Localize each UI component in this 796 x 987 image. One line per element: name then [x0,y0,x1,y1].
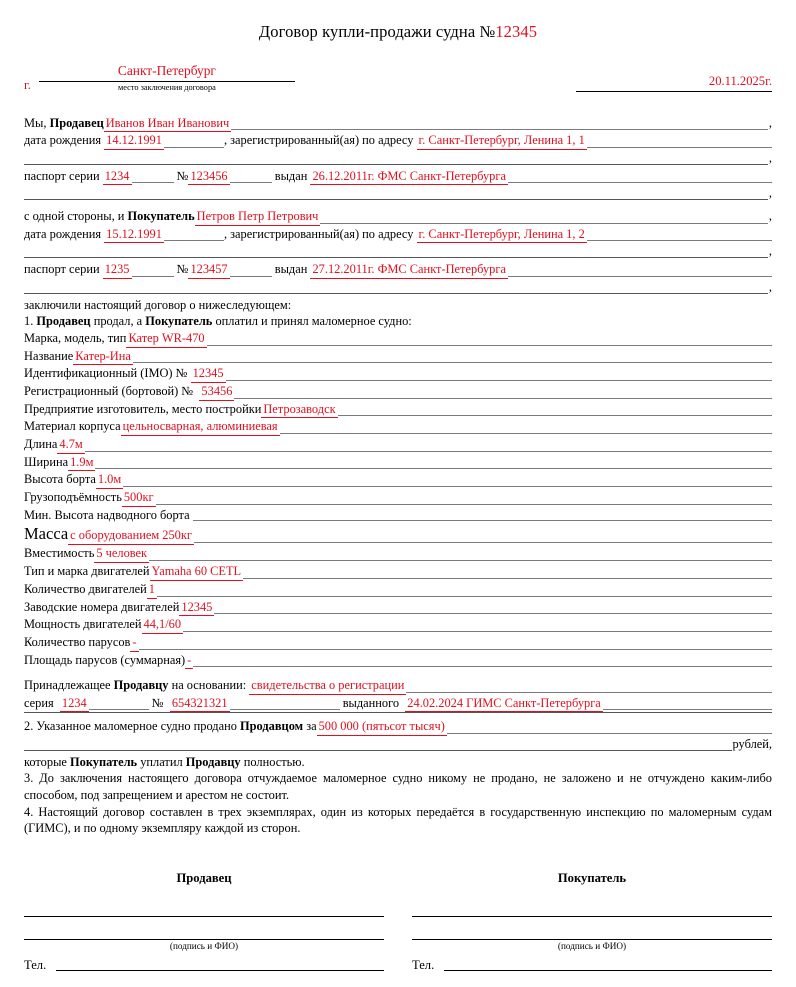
spec-rule-enginecount [157,596,772,597]
spec-label-sailarea: Площадь парусов (суммарная) [24,652,186,667]
spec-label-enginepower: Мощность двигателей [24,617,142,632]
buyer-passport-number-value[interactable]: 123457 [188,261,229,279]
buyer-intro-label: с одной стороны, и [24,209,125,224]
spec-label-manufacturer: Предприятие изготовитель, место постройки [24,401,262,416]
spec-row-width [24,454,772,472]
city-caption: место заключения договора [118,82,216,92]
spec-row-hullmaterial [24,418,772,436]
seller-name-rule [231,129,768,130]
ownership-basis-row [24,677,772,695]
spec-label-name: Название [24,348,74,363]
spec-row-enginepower [24,616,772,634]
seller-address-rule [587,147,772,148]
clause1-buyer-word: Покупатель [145,314,213,329]
buyer-address-value[interactable]: г. Санкт-Петербург, Ленина 1, 2 [417,226,587,244]
seller-birth-value[interactable]: 14.12.1991 [104,132,164,150]
clause1-mid: продал, а [93,314,143,329]
buyer-birth-row [24,226,772,244]
seller-passport-series-rule [132,182,174,183]
spec-rule-regnumber [234,398,772,399]
spec-rule-enginepower [183,631,772,632]
seller-passport-number-rule [230,182,272,183]
spec-label-enginecount: Количество двигателей [24,581,147,596]
seller-address-overflow-rule [24,164,768,165]
spec-row-seats [24,545,772,563]
clause1-line [24,313,772,330]
spec-row-sailarea [24,652,772,670]
city-block [39,63,295,92]
ownership-series-value[interactable]: 1234 [60,695,89,713]
spec-row-enginetype [24,563,772,581]
seller-passport-overflow-row [24,185,772,203]
seller-phone-label: Тел. [24,957,47,972]
spec-value-enginetype[interactable]: Yamaha 60 CETL [150,563,244,581]
clause2-for-label: за [306,719,317,734]
buyer-passport-row [24,261,772,279]
clause2-currency-label: рублей, [732,736,772,751]
spec-value-boardheight[interactable]: 1.0м [96,471,123,489]
spec-rule-capacity-weight [156,504,772,505]
spec-value-seats[interactable]: 5 человек [94,545,149,563]
spec-rule-sailarea [193,666,772,667]
spec-label-capacity-weight: Грузоподъёмность [24,489,122,504]
spec-rule-enginetype [243,578,772,579]
contract-number: 12345 [495,22,538,41]
clause2-paid-prefix: которые [24,754,67,769]
clause3-paragraph: 3. До заключения настоящего договора отчуждаемое маломерное судно никому не продано, не заложено и не отчуждено каким-либо способом, под запрещением и арестом не состоит. [24,771,772,802]
ownership-series-label: серия [24,695,54,710]
seller-passport-overflow-rule [24,199,768,200]
seller-registered-label: , зарегистрированный(ая) по адресу [223,133,414,148]
seller-birth-label: дата рождения [24,133,102,148]
buyer-issued-by-value[interactable]: 27.12.2011г. ФМС Санкт-Петербурга [310,261,508,279]
buyer-signature-line-2[interactable] [412,917,772,940]
spec-rule-engineserial [214,613,772,614]
buyer-address-overflow-row [24,243,772,261]
buyer-name-row [24,208,772,226]
seller-passport-overflow-comma: , [768,186,772,201]
buyer-issued-label: выдан [274,262,308,277]
ownership-series-rule [89,709,149,710]
spec-value-enginepower[interactable]: 44,1/60 [142,616,184,634]
seller-intro-label: Мы, [24,115,47,130]
seller-address-overflow-comma: , [768,150,772,165]
clause2-number: 2. [24,719,34,734]
spec-rule-hullmaterial [280,433,772,434]
spec-value-sailarea[interactable]: - [185,652,193,670]
ownership-basis-rule [406,692,772,693]
seller-role-label: Продавец [49,115,104,130]
spec-row-mass [24,523,772,545]
seller-passport-series-label: паспорт серии [24,168,100,183]
ownership-series-row [24,695,772,713]
seller-issued-rule [508,182,772,183]
spec-rule-seats [149,560,772,561]
spec-row-sailcount [24,634,772,652]
spec-value-capacity-weight[interactable]: 500кг [122,489,156,507]
seller-signature-line-1[interactable] [24,886,384,917]
title-text: Договор купли-продажи судна № [258,22,496,41]
spec-rule-minfreeboard[interactable] [193,520,772,521]
spec-rule-manufacturer [338,415,772,416]
ownership-issued-label: выданного [342,695,400,710]
clause2-text-before: Указанное маломерное судно продано [36,719,237,734]
spec-row-engineserial [24,599,772,617]
buyer-address-rule [587,240,772,241]
buyer-phone-rule[interactable] [444,970,772,971]
buyer-name-value[interactable]: Петров Петр Петрович [195,208,321,226]
buyer-passport-overflow-rule [24,293,768,294]
ownership-basis-value[interactable]: свидетельства о регистрации [249,677,406,695]
seller-name-value[interactable]: Иванов Иван Иванович [104,115,231,133]
spec-label-regnumber: Регистрационный (бортовой) № [24,383,194,398]
seller-issued-label: выдан [274,168,308,183]
clause1-tail: оплатил и принял маломерное судно: [215,314,412,329]
spec-label-mass: Масса [24,524,69,544]
ownership-number-label: № [151,695,164,710]
seller-passport-series-value[interactable]: 1234 [103,168,132,186]
buyer-address-overflow-comma: , [768,244,772,259]
spec-label-brand: Марка, модель, тип [24,330,127,345]
seller-address-overflow-row [24,150,772,168]
buyer-passport-series-label: паспорт серии [24,262,100,277]
spec-label-seats: Вместимость [24,546,95,561]
seller-birth-row [24,132,772,150]
seller-signature-caption: (подпись и ФИО) [169,940,239,951]
contract-date-value[interactable]: 20.11.2025г. [576,74,772,92]
buyer-role-label: Покупатель [127,209,195,224]
ownership-overflow-rule [24,712,772,713]
ownership-prefix-label: Принадлежащее [24,678,111,693]
buyer-passport-number-label: № [176,262,189,277]
clause2-paid-line [24,754,772,771]
spec-value-enginecount[interactable]: 1 [147,581,157,599]
buyer-passport-overflow-row [24,279,772,297]
seller-signature-column [24,871,384,973]
seller-issued-by-value[interactable]: 26.12.2011г. ФМС Санкт-Петербурга [310,168,508,186]
spec-label-imo: Идентификационный (IMO) № [24,366,188,381]
ownership-issued-value[interactable]: 24.02.2024 ГИМС Санкт-Петербурга [405,695,603,713]
spec-value-length[interactable]: 4.7м [57,436,84,454]
seller-name-comma: , [768,115,772,130]
clause2-price-value[interactable]: 500 000 (пятьсот тысяч) [317,718,447,736]
spec-label-enginetype: Тип и марка двигателей [24,564,150,579]
spec-rule-sailcount [139,649,772,650]
buyer-birth-rule [164,240,224,241]
spec-row-capacity-weight [24,489,772,507]
page-title [24,0,772,42]
spec-value-manufacturer[interactable]: Петрозаводск [261,401,337,419]
buyer-passport-number-rule [230,276,272,277]
spec-rule-length [85,451,772,452]
buyer-registered-label: , зарегистрированный(ая) по адресу [223,226,414,241]
spec-rule-imo [226,380,772,381]
seller-signature-title: Продавец [176,870,232,885]
clause2-seller-word-2: Продавцу [185,754,241,769]
clause2-paid-tail: полностью. [243,754,305,769]
clause2-currency-row [24,736,772,754]
spec-row-enginecount [24,581,772,599]
agreement-line: заключили настоящий договор о нижеследующем: [24,297,292,312]
buyer-passport-series-value[interactable]: 1235 [103,261,132,279]
buyer-birth-label: дата рождения [24,226,102,241]
spec-label-engineserial: Заводские номера двигателей [24,599,180,614]
clause2-paid-mid: уплатил [140,754,183,769]
spec-row-minfreeboard [24,507,772,524]
seller-signature-line-2[interactable] [24,917,384,940]
spec-rule-boardheight [123,486,772,487]
ownership-basis-label: на основании: [171,678,247,693]
vessel-spec-list [24,330,772,669]
seller-name-row [24,115,772,133]
spec-value-width[interactable]: 1.9м [68,454,95,472]
clause2-price-rule [447,733,772,734]
buyer-name-rule [320,223,767,224]
signature-block [24,871,772,973]
spec-row-brand [24,330,772,348]
spec-rule-width [95,468,772,469]
buyer-passport-overflow-comma: , [768,279,772,294]
seller-address-value[interactable]: г. Санкт-Петербург, Ленина 1, 1 [417,132,587,150]
spec-row-name [24,348,772,366]
spec-value-imo[interactable]: 12345 [191,365,226,383]
seller-passport-row [24,168,772,186]
spec-value-hullmaterial[interactable]: цельносварная, алюминиевая [121,418,280,436]
clause2-price-row [24,718,772,736]
spec-value-regnumber[interactable]: 53456 [199,383,234,401]
city-prefix-label: г. [24,78,31,93]
spec-row-length [24,436,772,454]
spec-row-manufacturer [24,401,772,419]
ownership-number-rule [230,709,340,710]
spec-label-hullmaterial: Материал корпуса [24,419,121,434]
spec-label-length: Длина [24,436,58,451]
buyer-name-comma: , [768,209,772,224]
clause2-buyer-word: Покупатель [70,754,138,769]
header-row [24,63,772,92]
spec-value-brand[interactable]: Катер WR-470 [126,330,206,348]
city-value[interactable]: Санкт-Петербург [39,63,295,82]
buyer-phone-label: Тел. [412,957,435,972]
spec-row-imo [24,365,772,383]
buyer-signature-column [412,871,772,973]
spec-rule-brand [207,345,772,346]
clause2-seller-word: Продавцом [240,719,304,734]
buyer-issued-rule [508,276,772,277]
clause1-seller-word: Продавец [36,314,91,329]
buyer-phone-row [412,958,772,973]
spec-value-mass[interactable]: с оборудованием 250кг [68,527,194,545]
spec-value-name[interactable]: Катер-Ина [73,348,133,366]
seller-passport-number-value[interactable]: 123456 [188,168,229,186]
date-block [576,74,772,92]
spec-label-sailcount: Количество парусов [24,634,131,649]
spec-row-regnumber [24,383,772,401]
spec-rule-mass [194,542,772,543]
ownership-owner-word: Продавцу [113,678,169,693]
buyer-passport-series-rule [132,276,174,277]
ownership-issued-rule [603,709,772,710]
spec-value-sailcount[interactable]: - [130,634,138,652]
ownership-number-value[interactable]: 654321321 [170,695,230,713]
clause1-number: 1. [24,314,34,329]
seller-birth-rule [164,147,224,148]
seller-phone-rule[interactable] [56,970,384,971]
buyer-signature-title: Покупатель [557,870,627,885]
spec-label-width: Ширина [24,454,69,469]
clause4-paragraph: 4. Настоящий договор составлен в трех экземплярах, один из которых передаётся в государственную инспекцию по маломерным судам (ГИМС), и по одному экземпляру каждой из сторон. [24,804,772,836]
spec-rule-name [133,362,772,363]
seller-phone-row [24,958,384,973]
spec-value-engineserial[interactable]: 12345 [179,599,214,617]
spec-row-boardheight [24,471,772,489]
buyer-signature-line-1[interactable] [412,886,772,917]
clause2-currency-rule [24,750,732,751]
buyer-signature-caption: (подпись и ФИО) [557,940,627,951]
spec-label-minfreeboard: Мин. Высота надводного борта [24,507,190,522]
spec-label-boardheight: Высота борта [24,472,96,487]
seller-passport-number-label: № [176,168,189,183]
buyer-birth-value[interactable]: 15.12.1991 [104,226,164,244]
buyer-address-overflow-rule [24,257,768,258]
